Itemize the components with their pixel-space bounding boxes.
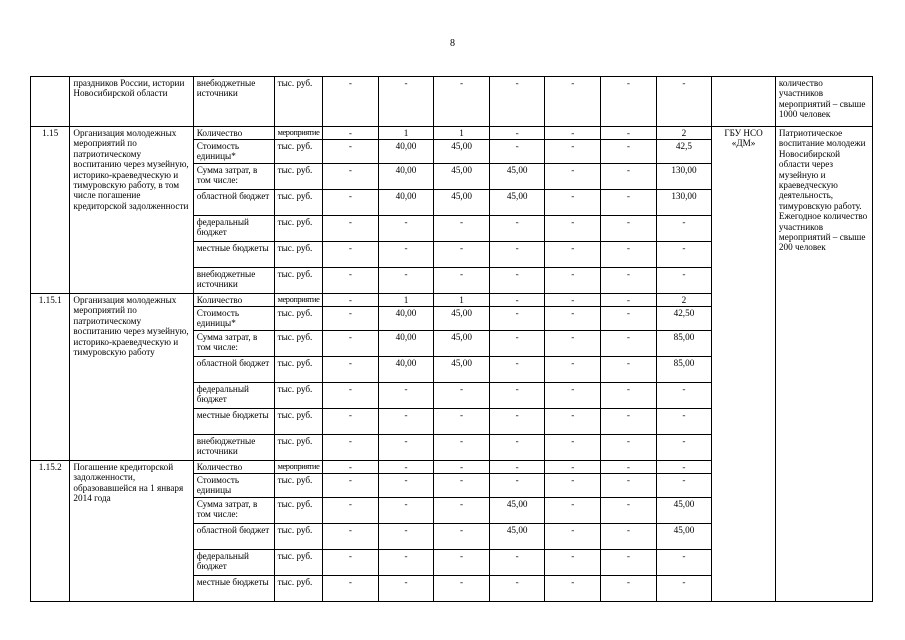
value-cell: - bbox=[601, 357, 657, 383]
indicator-name: областной бюджет bbox=[193, 524, 274, 550]
value-cell: - bbox=[601, 242, 657, 268]
value-cell: - bbox=[489, 576, 545, 602]
activity-name: Погашение кредиторской задолженности, образовавшейся на 1 января 2014 года bbox=[70, 461, 193, 602]
value-cell: - bbox=[378, 383, 434, 409]
indicator-name: федеральный бюджет bbox=[193, 383, 274, 409]
value-cell: - bbox=[545, 242, 601, 268]
value-cell: - bbox=[434, 498, 490, 524]
value-cell: - bbox=[489, 461, 545, 474]
unit-of-measure: тыс. руб. bbox=[274, 190, 323, 216]
value-cell: - bbox=[545, 127, 601, 140]
value-cell: - bbox=[323, 127, 379, 140]
value-cell: - bbox=[323, 268, 379, 294]
value-cell: 45,00 bbox=[434, 357, 490, 383]
value-cell: - bbox=[323, 331, 379, 357]
indicator-name: федеральный бюджет bbox=[193, 550, 274, 576]
unit-of-measure: мероприятие bbox=[274, 127, 323, 140]
value-cell: - bbox=[601, 294, 657, 307]
indicator-name: Количество bbox=[193, 294, 274, 307]
indicator-name: Количество bbox=[193, 461, 274, 474]
value-cell: 45,00 bbox=[434, 307, 490, 331]
unit-of-measure: мероприятие bbox=[274, 461, 323, 474]
value-cell: - bbox=[656, 77, 712, 127]
unit-of-measure: тыс. руб. bbox=[274, 216, 323, 242]
value-cell: - bbox=[601, 461, 657, 474]
unit-of-measure: тыс. руб. bbox=[274, 331, 323, 357]
value-cell: - bbox=[378, 77, 434, 127]
unit-of-measure: тыс. руб. bbox=[274, 77, 323, 127]
value-cell: - bbox=[378, 435, 434, 461]
section-number: 1.15.2 bbox=[31, 461, 70, 602]
indicator-name: внебюджетные источники bbox=[193, 435, 274, 461]
value-cell: - bbox=[323, 190, 379, 216]
unit-of-measure: тыс. руб. bbox=[274, 140, 323, 164]
value-cell: 130,00 bbox=[656, 164, 712, 190]
value-cell: - bbox=[434, 461, 490, 474]
indicator-name: областной бюджет bbox=[193, 357, 274, 383]
expected-result: количество участников мероприятий – свыше 1000 человек bbox=[775, 77, 872, 127]
value-cell: - bbox=[601, 307, 657, 331]
value-cell: 45,00 bbox=[489, 190, 545, 216]
value-cell: 2 bbox=[656, 127, 712, 140]
unit-of-measure: тыс. руб. bbox=[274, 474, 323, 498]
value-cell: - bbox=[434, 474, 490, 498]
value-cell: - bbox=[656, 383, 712, 409]
value-cell: - bbox=[323, 474, 379, 498]
value-cell: - bbox=[434, 216, 490, 242]
value-cell: - bbox=[545, 164, 601, 190]
value-cell: - bbox=[378, 268, 434, 294]
value-cell: - bbox=[378, 409, 434, 435]
activity-name: праздников России, истории Новосибирской области bbox=[70, 77, 193, 127]
value-cell: - bbox=[601, 550, 657, 576]
value-cell: 45,00 bbox=[489, 498, 545, 524]
unit-of-measure: тыс. руб. bbox=[274, 307, 323, 331]
value-cell: - bbox=[323, 140, 379, 164]
value-cell: - bbox=[489, 77, 545, 127]
program-activities-table bbox=[30, 76, 873, 602]
indicator-name: областной бюджет bbox=[193, 190, 274, 216]
value-cell: - bbox=[323, 164, 379, 190]
table-row bbox=[31, 77, 873, 127]
section-number: 1.15 bbox=[31, 127, 70, 294]
value-cell: 45,00 bbox=[434, 140, 490, 164]
value-cell: - bbox=[489, 307, 545, 331]
value-cell: - bbox=[545, 331, 601, 357]
value-cell: - bbox=[656, 242, 712, 268]
unit-of-measure: тыс. руб. bbox=[274, 383, 323, 409]
expected-result: Патриотическое воспитание молодежи Новосибирской области через музейную и краеведческую деятельность, тимуровскую работу. Ежегодное количество участников мероприятий – свыше 200 человек bbox=[775, 127, 872, 602]
value-cell: - bbox=[323, 294, 379, 307]
value-cell: 45,00 bbox=[656, 498, 712, 524]
value-cell: - bbox=[656, 435, 712, 461]
indicator-name: Количество bbox=[193, 127, 274, 140]
activity-name: Организация молодежных мероприятий по патриотическому воспитанию через музейную, историко-краеведческую и тимуровскую работу, в том числе погашение кредиторской задолженности bbox=[70, 127, 193, 294]
unit-of-measure: тыс. руб. bbox=[274, 498, 323, 524]
indicator-name: Сумма затрат, в том числе: bbox=[193, 164, 274, 190]
value-cell: - bbox=[378, 550, 434, 576]
value-cell: - bbox=[656, 268, 712, 294]
unit-of-measure: тыс. руб. bbox=[274, 242, 323, 268]
page-number: 8 bbox=[450, 38, 455, 49]
unit-of-measure: тыс. руб. bbox=[274, 435, 323, 461]
value-cell: - bbox=[434, 383, 490, 409]
indicator-name: местные бюджеты bbox=[193, 242, 274, 268]
value-cell: 1 bbox=[434, 127, 490, 140]
value-cell: 45,00 bbox=[489, 164, 545, 190]
value-cell: - bbox=[489, 127, 545, 140]
indicator-name: местные бюджеты bbox=[193, 576, 274, 602]
value-cell: - bbox=[378, 524, 434, 550]
value-cell: - bbox=[323, 357, 379, 383]
value-cell: 1 bbox=[434, 294, 490, 307]
unit-of-measure: тыс. руб. bbox=[274, 357, 323, 383]
value-cell: 40,00 bbox=[378, 190, 434, 216]
indicator-name: местные бюджеты bbox=[193, 409, 274, 435]
value-cell: - bbox=[601, 576, 657, 602]
value-cell: - bbox=[434, 242, 490, 268]
value-cell: 40,00 bbox=[378, 357, 434, 383]
executor-cell: ГБУ НСО «ДМ» bbox=[712, 127, 776, 602]
value-cell: - bbox=[434, 77, 490, 127]
value-cell: 130,00 bbox=[656, 190, 712, 216]
value-cell: - bbox=[323, 409, 379, 435]
value-cell: - bbox=[489, 357, 545, 383]
value-cell: - bbox=[323, 550, 379, 576]
value-cell: - bbox=[601, 498, 657, 524]
value-cell: - bbox=[601, 524, 657, 550]
value-cell: - bbox=[545, 216, 601, 242]
section-number bbox=[31, 77, 70, 127]
unit-of-measure: тыс. руб. bbox=[274, 268, 323, 294]
value-cell: 45,00 bbox=[434, 331, 490, 357]
value-cell: - bbox=[545, 550, 601, 576]
value-cell: 40,00 bbox=[378, 164, 434, 190]
unit-of-measure: мероприятие bbox=[274, 294, 323, 307]
value-cell: - bbox=[323, 461, 379, 474]
indicator-name: Стоимость единицы* bbox=[193, 140, 274, 164]
value-cell: - bbox=[323, 576, 379, 602]
value-cell: - bbox=[489, 435, 545, 461]
value-cell: 1 bbox=[378, 294, 434, 307]
value-cell: - bbox=[601, 216, 657, 242]
value-cell: - bbox=[601, 474, 657, 498]
value-cell: - bbox=[323, 435, 379, 461]
value-cell: - bbox=[378, 242, 434, 268]
value-cell: - bbox=[545, 576, 601, 602]
value-cell: - bbox=[323, 242, 379, 268]
value-cell: - bbox=[323, 216, 379, 242]
indicator-name: Сумма затрат, в том числе: bbox=[193, 331, 274, 357]
value-cell: - bbox=[545, 357, 601, 383]
value-cell: 42,50 bbox=[656, 307, 712, 331]
value-cell: - bbox=[656, 576, 712, 602]
value-cell: - bbox=[545, 140, 601, 164]
value-cell: - bbox=[545, 307, 601, 331]
unit-of-measure: тыс. руб. bbox=[274, 524, 323, 550]
section-number: 1.15.1 bbox=[31, 294, 70, 461]
value-cell: 40,00 bbox=[378, 140, 434, 164]
value-cell: - bbox=[601, 268, 657, 294]
value-cell: - bbox=[378, 474, 434, 498]
value-cell: - bbox=[656, 409, 712, 435]
unit-of-measure: тыс. руб. bbox=[274, 576, 323, 602]
value-cell: - bbox=[378, 216, 434, 242]
value-cell: - bbox=[601, 435, 657, 461]
value-cell: - bbox=[323, 307, 379, 331]
value-cell: - bbox=[545, 435, 601, 461]
indicator-name: федеральный бюджет bbox=[193, 216, 274, 242]
value-cell: - bbox=[434, 576, 490, 602]
value-cell: - bbox=[489, 331, 545, 357]
value-cell: - bbox=[434, 550, 490, 576]
value-cell: - bbox=[434, 409, 490, 435]
value-cell: 42,5 bbox=[656, 140, 712, 164]
value-cell: - bbox=[545, 190, 601, 216]
table-row bbox=[31, 127, 873, 140]
value-cell: - bbox=[545, 383, 601, 409]
indicator-name: внебюджетные источники bbox=[193, 268, 274, 294]
value-cell: - bbox=[656, 216, 712, 242]
indicator-name: Сумма затрат, в том числе: bbox=[193, 498, 274, 524]
executor-cell bbox=[712, 77, 776, 127]
value-cell: - bbox=[489, 383, 545, 409]
value-cell: - bbox=[656, 474, 712, 498]
value-cell: - bbox=[545, 461, 601, 474]
indicator-name: внебюджетные источники bbox=[193, 77, 274, 127]
value-cell: - bbox=[601, 77, 657, 127]
value-cell: - bbox=[489, 409, 545, 435]
value-cell: - bbox=[545, 474, 601, 498]
value-cell: - bbox=[545, 409, 601, 435]
indicator-name: Стоимость единицы* bbox=[193, 307, 274, 331]
activity-name: Организация молодежных мероприятий по патриотическому воспитанию через музейную, историко-краеведческую и тимуровскую работу bbox=[70, 294, 193, 461]
value-cell: - bbox=[323, 77, 379, 127]
value-cell: - bbox=[601, 383, 657, 409]
value-cell: - bbox=[378, 498, 434, 524]
value-cell: - bbox=[434, 268, 490, 294]
value-cell: - bbox=[545, 524, 601, 550]
value-cell: 40,00 bbox=[378, 307, 434, 331]
value-cell: - bbox=[489, 550, 545, 576]
value-cell: - bbox=[601, 409, 657, 435]
unit-of-measure: тыс. руб. bbox=[274, 164, 323, 190]
value-cell: 1 bbox=[378, 127, 434, 140]
value-cell: - bbox=[545, 498, 601, 524]
value-cell: 45,00 bbox=[656, 524, 712, 550]
value-cell: - bbox=[323, 383, 379, 409]
value-cell: - bbox=[489, 140, 545, 164]
value-cell: - bbox=[489, 242, 545, 268]
value-cell: 40,00 bbox=[378, 331, 434, 357]
value-cell: - bbox=[434, 524, 490, 550]
unit-of-measure: тыс. руб. bbox=[274, 550, 323, 576]
value-cell: - bbox=[434, 435, 490, 461]
value-cell: 85,00 bbox=[656, 357, 712, 383]
value-cell: - bbox=[656, 550, 712, 576]
value-cell: - bbox=[489, 268, 545, 294]
value-cell: - bbox=[656, 461, 712, 474]
value-cell: - bbox=[601, 190, 657, 216]
value-cell: - bbox=[601, 164, 657, 190]
value-cell: - bbox=[489, 216, 545, 242]
value-cell: 45,00 bbox=[434, 190, 490, 216]
unit-of-measure: тыс. руб. bbox=[274, 409, 323, 435]
value-cell: 45,00 bbox=[434, 164, 490, 190]
value-cell: - bbox=[489, 294, 545, 307]
indicator-name: Стоимость единицы bbox=[193, 474, 274, 498]
value-cell: - bbox=[545, 77, 601, 127]
value-cell: - bbox=[323, 524, 379, 550]
value-cell: - bbox=[601, 140, 657, 164]
value-cell: 45,00 bbox=[489, 524, 545, 550]
value-cell: - bbox=[601, 127, 657, 140]
value-cell: - bbox=[545, 268, 601, 294]
value-cell: 85,00 bbox=[656, 331, 712, 357]
value-cell: - bbox=[489, 474, 545, 498]
value-cell: - bbox=[601, 331, 657, 357]
value-cell: - bbox=[378, 576, 434, 602]
value-cell: - bbox=[378, 461, 434, 474]
value-cell: - bbox=[545, 294, 601, 307]
value-cell: 2 bbox=[656, 294, 712, 307]
value-cell: - bbox=[323, 498, 379, 524]
